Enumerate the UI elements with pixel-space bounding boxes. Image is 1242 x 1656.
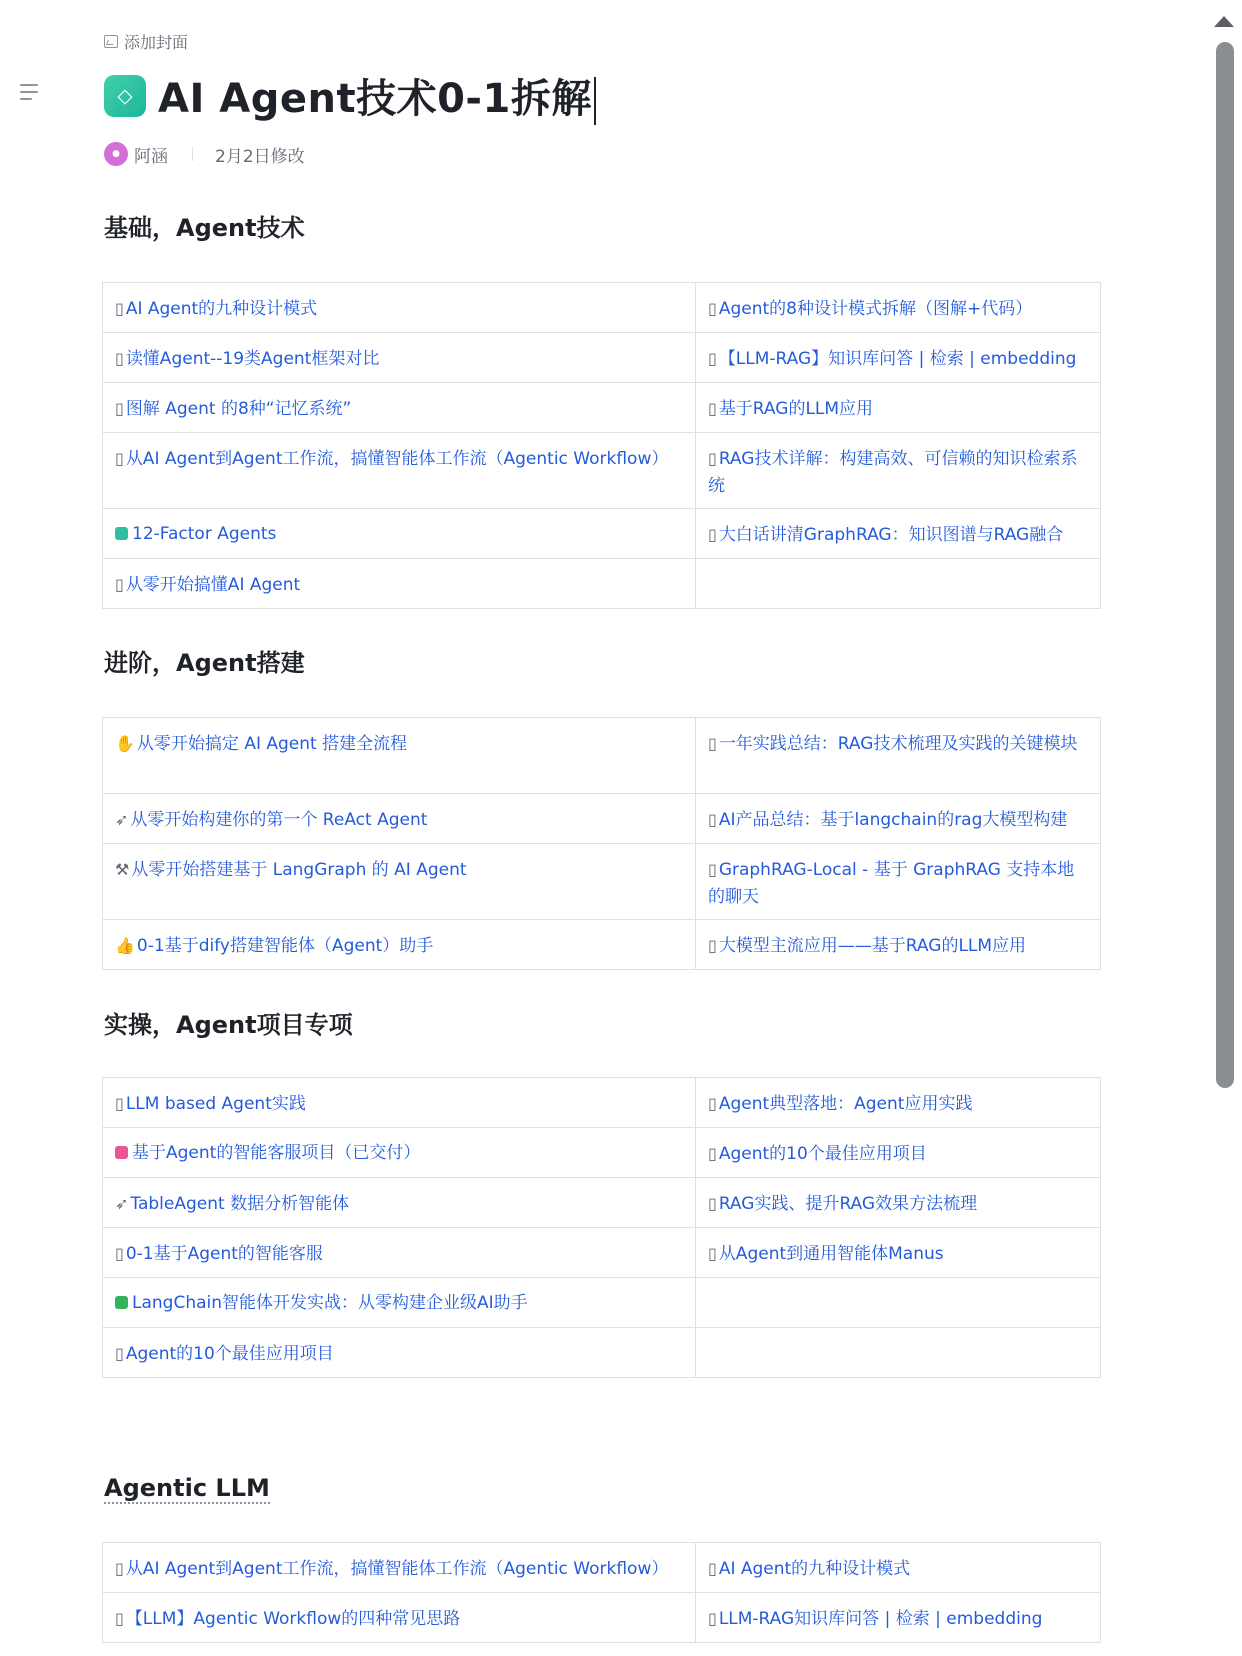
doc-link[interactable] xyxy=(708,299,1032,319)
doc-link[interactable] xyxy=(115,524,276,544)
doc-link-label: GraphRAG-Local - 基于 GraphRAG 支持本地的聊天 xyxy=(708,860,1075,907)
section-heading-text: 进阶，Agent搭建 xyxy=(104,649,305,677)
table-row xyxy=(103,1328,1101,1378)
table-row xyxy=(103,283,1101,333)
doc-link[interactable] xyxy=(708,1144,927,1164)
add-cover-label: 添加封面 xyxy=(124,32,189,52)
table-cell xyxy=(696,1128,1101,1178)
doc-link-label: 12-Factor Agents xyxy=(132,524,277,544)
doc-link[interactable] xyxy=(115,1344,334,1364)
avatar[interactable]: ● xyxy=(104,142,128,166)
doc-link[interactable] xyxy=(115,860,467,880)
table-cell xyxy=(103,1593,696,1643)
tools-icon: ⚒ xyxy=(115,860,130,879)
doc-icon: ▯ xyxy=(115,299,124,318)
table-row xyxy=(103,433,1101,509)
section-heading xyxy=(104,1470,270,1506)
doc-link-label: 从零开始搞定 AI Agent 搭建全流程 xyxy=(136,734,408,754)
doc-link-label: 从零开始搞懂AI Agent xyxy=(125,575,301,595)
doc-icon: ▯ xyxy=(115,1244,124,1263)
table-cell xyxy=(696,383,1101,433)
add-cover-button[interactable] xyxy=(104,28,188,54)
doc-link-label: Agent的10个最佳应用项目 xyxy=(718,1144,927,1164)
doc-icon: ▯ xyxy=(115,1344,124,1363)
doc-icon: ▯ xyxy=(115,1094,124,1113)
doc-link[interactable] xyxy=(708,860,1074,907)
table-cell xyxy=(696,283,1101,333)
green-square-icon xyxy=(115,1296,128,1309)
doc-link-label: Agent的8种设计模式拆解（图解+代码） xyxy=(718,299,1033,319)
doc-link-label: 【LLM】Agentic Workflow的四种常见思路 xyxy=(125,1609,461,1629)
table-row xyxy=(103,1278,1101,1328)
scrollbar-thumb[interactable] xyxy=(1216,42,1234,1088)
image-icon xyxy=(104,35,118,48)
table-row xyxy=(103,1178,1101,1228)
outline-toggle-icon[interactable] xyxy=(20,84,42,100)
thumbs-up-icon: 👍 xyxy=(115,936,135,955)
doc-link[interactable] xyxy=(115,349,379,369)
table-cell xyxy=(103,383,696,433)
doc-link-label: AI Agent的九种设计模式 xyxy=(718,1559,911,1579)
doc-icon: ▯ xyxy=(708,734,717,753)
table-row xyxy=(103,1128,1101,1178)
doc-link-label: 0-1基于Agent的智能客服 xyxy=(125,1244,323,1264)
doc-link[interactable] xyxy=(708,1244,944,1264)
table-cell xyxy=(696,1178,1101,1228)
table-cell xyxy=(103,433,696,509)
hand-icon: ✋ xyxy=(115,734,135,753)
doc-icon: ▯ xyxy=(708,1559,717,1578)
doc-link-label: 读懂Agent--19类Agent框架对比 xyxy=(125,349,380,369)
doc-icon: ▯ xyxy=(115,1609,124,1628)
link-table xyxy=(102,282,1101,609)
doc-link-label: 从Agent到通用智能体Manus xyxy=(718,1244,944,1264)
section-heading-text: 实操，Agent项目专项 xyxy=(104,1011,353,1039)
doc-icon: ▯ xyxy=(708,449,717,468)
table-row xyxy=(103,1228,1101,1278)
table-cell xyxy=(696,559,1101,609)
scroll-up-arrow-icon[interactable] xyxy=(1214,16,1234,27)
text-cursor xyxy=(594,77,596,125)
table-cell xyxy=(696,509,1101,559)
table-cell xyxy=(103,509,696,559)
doc-link[interactable] xyxy=(708,936,1026,956)
doc-link[interactable] xyxy=(115,449,668,469)
table-cell xyxy=(696,1278,1101,1328)
doc-link-label: RAG技术详解：构建高效、可信赖的知识检索系统 xyxy=(708,449,1078,496)
doc-icon: ▯ xyxy=(708,299,717,318)
doc-icon: ▯ xyxy=(115,1559,124,1578)
table-cell xyxy=(103,1128,696,1178)
doc-icon: ▯ xyxy=(708,1144,717,1163)
section-heading xyxy=(104,645,305,681)
doc-icon: ▯ xyxy=(708,399,717,418)
doc-link[interactable] xyxy=(115,575,300,595)
table-row xyxy=(103,1593,1101,1643)
table-row xyxy=(103,1078,1101,1128)
doc-link[interactable] xyxy=(115,936,433,956)
doc-link[interactable] xyxy=(708,399,873,419)
doc-link-label: 从AI Agent到Agent工作流，搞懂智能体工作流（Agentic Workflow） xyxy=(125,449,669,469)
table-cell xyxy=(696,433,1101,509)
meta-divider xyxy=(192,147,193,161)
table-row xyxy=(103,844,1101,920)
document-body xyxy=(104,28,1104,168)
title-row xyxy=(104,66,1104,126)
table-cell xyxy=(103,794,696,844)
doc-icon: ▯ xyxy=(708,810,717,829)
doc-meta xyxy=(104,140,1104,168)
table-cell xyxy=(103,920,696,970)
table-cell xyxy=(103,559,696,609)
table-row xyxy=(103,333,1101,383)
table-cell xyxy=(103,718,696,794)
doc-link-label: 大白话讲清GraphRAG：知识图谱与RAG融合 xyxy=(718,525,1064,545)
doc-link[interactable] xyxy=(708,449,1077,496)
doc-link[interactable] xyxy=(708,1094,972,1114)
teal-square-icon xyxy=(115,527,128,540)
table-cell xyxy=(696,1593,1101,1643)
doc-link[interactable] xyxy=(115,810,427,830)
doc-link[interactable] xyxy=(115,399,351,419)
table-row xyxy=(103,794,1101,844)
modified-time: 2月2日修改 xyxy=(215,146,305,167)
doc-link-label: AI Agent的九种设计模式 xyxy=(125,299,318,319)
table-row xyxy=(103,383,1101,433)
author-name[interactable]: 阿涵 xyxy=(134,146,168,167)
doc-link-label: 从零开始搭建基于 LangGraph 的 AI Agent xyxy=(131,860,467,880)
doc-link[interactable] xyxy=(708,349,1076,369)
table-cell xyxy=(103,333,696,383)
doc-link[interactable] xyxy=(115,1293,528,1313)
section-heading xyxy=(104,1007,353,1043)
section-heading-text: 基础，Agent技术 xyxy=(104,214,305,242)
table-cell xyxy=(103,844,696,920)
doc-link[interactable] xyxy=(708,1559,910,1579)
doc-link[interactable] xyxy=(708,810,1067,830)
table-row xyxy=(103,1543,1101,1593)
doc-icon: ▯ xyxy=(115,399,124,418)
doc-link-label: LLM-RAG知识库问答 | 检索 | embedding xyxy=(718,1609,1043,1629)
doc-link-label: RAG实践、提升RAG效果方法梳理 xyxy=(718,1194,978,1214)
doc-link-label: TableAgent 数据分析智能体 xyxy=(130,1194,350,1214)
doc-link[interactable] xyxy=(115,1609,460,1629)
doc-link-label: Agent典型落地：Agent应用实践 xyxy=(718,1094,973,1114)
doc-link[interactable] xyxy=(115,1143,420,1163)
doc-icon: ▯ xyxy=(708,1094,717,1113)
table-cell xyxy=(696,1228,1101,1278)
table-cell xyxy=(696,844,1101,920)
table-cell xyxy=(103,1543,696,1593)
doc-icon: ▯ xyxy=(115,349,124,368)
doc-link-label: 基于RAG的LLM应用 xyxy=(718,399,874,419)
doc-link[interactable] xyxy=(115,299,317,319)
table-row xyxy=(103,920,1101,970)
doc-icon: ▯ xyxy=(708,860,717,879)
doc-link-label: LLM based Agent实践 xyxy=(125,1094,306,1114)
doc-link-label: 基于Agent的智能客服项目（已交付） xyxy=(132,1143,421,1163)
section-heading xyxy=(104,210,305,246)
table-cell xyxy=(103,1078,696,1128)
doc-link-label: 一年实践总结：RAG技术梳理及实践的关键模块 xyxy=(718,734,1078,754)
page-title[interactable]: AI Agent技术0-1拆解 xyxy=(158,67,596,125)
table-row xyxy=(103,509,1101,559)
link-table xyxy=(102,717,1101,970)
tag-icon[interactable]: ⬦ xyxy=(104,75,146,117)
doc-icon: ▯ xyxy=(115,575,124,594)
pink-square-icon xyxy=(115,1146,128,1159)
table-cell xyxy=(696,1078,1101,1128)
doc-link-label: 【LLM-RAG】知识库问答 | 检索 | embedding xyxy=(718,349,1077,369)
doc-link[interactable] xyxy=(115,1094,306,1114)
section-heading-text: Agentic LLM xyxy=(104,1474,270,1502)
table-cell xyxy=(103,1178,696,1228)
doc-link[interactable] xyxy=(708,734,1077,754)
doc-link-label: 0-1基于dify搭建智能体（Agent）助手 xyxy=(136,936,434,956)
table-cell xyxy=(696,920,1101,970)
rocket-icon: ➶ xyxy=(115,810,129,829)
table-cell xyxy=(696,1543,1101,1593)
doc-icon: ▯ xyxy=(708,1609,717,1628)
doc-link[interactable] xyxy=(115,1194,349,1214)
doc-link-label: LangChain智能体开发实战：从零构建企业级AI助手 xyxy=(132,1293,528,1313)
table-cell xyxy=(103,283,696,333)
table-cell xyxy=(696,718,1101,794)
link-table xyxy=(102,1077,1101,1378)
rocket-icon: ➶ xyxy=(115,1194,129,1213)
doc-icon: ▯ xyxy=(708,349,717,368)
table-cell xyxy=(103,1278,696,1328)
doc-link[interactable] xyxy=(115,1244,323,1264)
table-cell xyxy=(696,794,1101,844)
doc-link[interactable] xyxy=(708,525,1063,545)
doc-icon: ▯ xyxy=(708,1194,717,1213)
doc-link-label: 从AI Agent到Agent工作流，搞懂智能体工作流（Agentic Workflow） xyxy=(125,1559,669,1579)
doc-link-label: 图解 Agent 的8种“记忆系统” xyxy=(125,399,352,419)
doc-link-label: 从零开始构建你的第一个 ReAct Agent xyxy=(130,810,428,830)
link-table xyxy=(102,1542,1101,1643)
doc-icon: ▯ xyxy=(708,525,717,544)
table-cell xyxy=(696,333,1101,383)
doc-link[interactable] xyxy=(115,734,407,754)
doc-link[interactable] xyxy=(708,1194,977,1214)
doc-link-label: AI产品总结：基于langchain的rag大模型构建 xyxy=(718,810,1068,830)
doc-icon: ▯ xyxy=(708,1244,717,1263)
table-row xyxy=(103,559,1101,609)
doc-link[interactable] xyxy=(115,1559,668,1579)
doc-link-label: 大模型主流应用——基于RAG的LLM应用 xyxy=(718,936,1027,956)
doc-link-label: Agent的10个最佳应用项目 xyxy=(125,1344,334,1364)
table-cell xyxy=(696,1328,1101,1378)
doc-icon: ▯ xyxy=(708,936,717,955)
doc-icon: ▯ xyxy=(115,449,124,468)
table-cell xyxy=(103,1228,696,1278)
table-row xyxy=(103,718,1101,794)
doc-link[interactable] xyxy=(708,1609,1042,1629)
table-cell xyxy=(103,1328,696,1378)
